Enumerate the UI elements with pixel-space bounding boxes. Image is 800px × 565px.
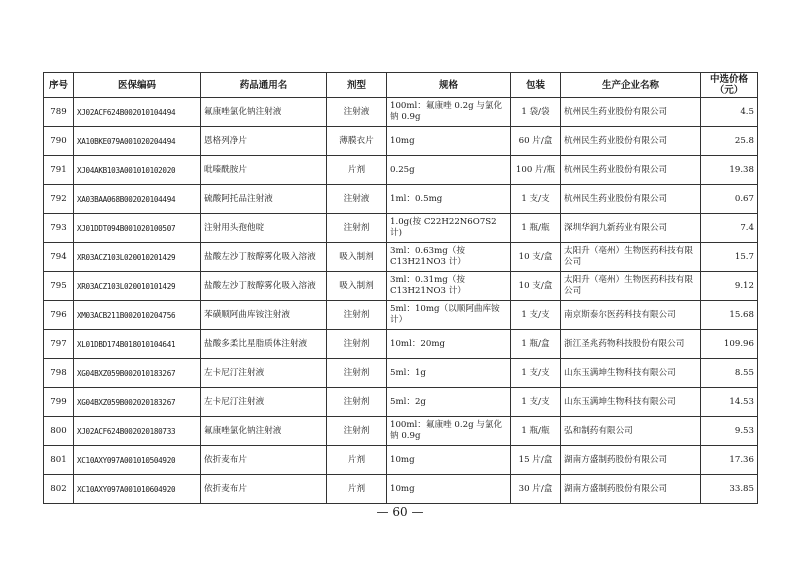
manufacturer-cell: 太阳升（亳州）生物医药科技有限公司 xyxy=(561,243,701,272)
manufacturer-cell: 浙江圣兆药物科技股份有限公司 xyxy=(561,330,701,359)
specification-cell: 5ml：1g xyxy=(387,359,511,388)
table-row xyxy=(44,98,758,127)
col-header-form: 剂型 xyxy=(327,73,387,98)
drug-name-cell: 盐酸左沙丁胺醇雾化吸入溶液 xyxy=(201,243,327,272)
row-number-cell: 801 xyxy=(44,446,74,475)
table-row xyxy=(44,272,758,301)
insurance-code-cell: XG04BXZ059B002020183267 xyxy=(74,388,201,417)
dosage-form-cell: 注射剂 xyxy=(327,301,387,330)
table-body xyxy=(44,98,758,504)
selected-price-cell: 4.5 xyxy=(701,98,758,127)
table-row xyxy=(44,359,758,388)
packaging-cell: 1 支/支 xyxy=(511,388,561,417)
drug-name-cell: 左卡尼汀注射液 xyxy=(201,359,327,388)
manufacturer-cell: 南京斯泰尔医药科技有限公司 xyxy=(561,301,701,330)
selected-price-cell: 19.38 xyxy=(701,156,758,185)
specification-cell: 10ml：20mg xyxy=(387,330,511,359)
table-row xyxy=(44,156,758,185)
specification-cell: 10mg xyxy=(387,127,511,156)
selected-price-cell: 14.53 xyxy=(701,388,758,417)
col-header-company: 生产企业名称 xyxy=(561,73,701,98)
insurance-code-cell: XJ01DDT094B001020100507 xyxy=(74,214,201,243)
dosage-form-cell: 注射剂 xyxy=(327,388,387,417)
packaging-cell: 1 袋/袋 xyxy=(511,98,561,127)
selected-price-cell: 9.53 xyxy=(701,417,758,446)
col-header-price: 中选价格（元） xyxy=(701,73,758,98)
dosage-form-cell: 注射剂 xyxy=(327,417,387,446)
manufacturer-cell: 杭州民生药业股份有限公司 xyxy=(561,185,701,214)
drug-name-cell: 盐酸多柔比星脂质体注射液 xyxy=(201,330,327,359)
specification-cell: 10mg xyxy=(387,475,511,504)
selected-price-cell: 7.4 xyxy=(701,214,758,243)
specification-cell: 5ml：10mg（以顺阿曲库铵计） xyxy=(387,301,511,330)
row-number-cell: 799 xyxy=(44,388,74,417)
specification-cell: 100ml：氟康唑 0.2g 与氯化钠 0.9g xyxy=(387,417,511,446)
dosage-form-cell: 注射剂 xyxy=(327,359,387,388)
insurance-code-cell: XJ02ACF624B002010104494 xyxy=(74,98,201,127)
dosage-form-cell: 注射剂 xyxy=(327,214,387,243)
col-header-spec: 规格 xyxy=(387,73,511,98)
row-number-cell: 794 xyxy=(44,243,74,272)
dosage-form-cell: 吸入制剂 xyxy=(327,272,387,301)
packaging-cell: 1 瓶/瓶 xyxy=(511,417,561,446)
insurance-code-cell: XL01DBD174B018010104641 xyxy=(74,330,201,359)
selected-price-cell: 17.36 xyxy=(701,446,758,475)
manufacturer-cell: 杭州民生药业股份有限公司 xyxy=(561,156,701,185)
page-number: — 60 — xyxy=(376,505,424,519)
manufacturer-cell: 湖南方盛制药股份有限公司 xyxy=(561,446,701,475)
dosage-form-cell: 片剂 xyxy=(327,156,387,185)
packaging-cell: 10 支/盒 xyxy=(511,243,561,272)
drug-name-cell: 注射用头孢他啶 xyxy=(201,214,327,243)
packaging-cell: 1 支/支 xyxy=(511,359,561,388)
col-header-name: 药品通用名 xyxy=(201,73,327,98)
row-number-cell: 796 xyxy=(44,301,74,330)
row-number-cell: 795 xyxy=(44,272,74,301)
specification-cell: 5ml：2g xyxy=(387,388,511,417)
dosage-form-cell: 注射液 xyxy=(327,185,387,214)
row-number-cell: 798 xyxy=(44,359,74,388)
selected-price-cell: 15.7 xyxy=(701,243,758,272)
specification-cell: 0.25g xyxy=(387,156,511,185)
packaging-cell: 60 片/盒 xyxy=(511,127,561,156)
table-header-row xyxy=(44,73,758,98)
selected-price-cell: 15.68 xyxy=(701,301,758,330)
selected-price-cell: 0.67 xyxy=(701,185,758,214)
packaging-cell: 1 支/支 xyxy=(511,185,561,214)
selected-price-cell: 25.8 xyxy=(701,127,758,156)
drug-name-cell: 依折麦布片 xyxy=(201,475,327,504)
insurance-code-cell: XR03ACZ103L020010201429 xyxy=(74,243,201,272)
packaging-cell: 30 片/盒 xyxy=(511,475,561,504)
packaging-cell: 10 支/盒 xyxy=(511,272,561,301)
selected-price-cell: 9.12 xyxy=(701,272,758,301)
drug-name-cell: 吡嗪酰胺片 xyxy=(201,156,327,185)
insurance-code-cell: XC10AXY097A001010604920 xyxy=(74,475,201,504)
drug-name-cell: 依折麦布片 xyxy=(201,446,327,475)
manufacturer-cell: 深圳华润九新药业有限公司 xyxy=(561,214,701,243)
dosage-form-cell: 注射剂 xyxy=(327,330,387,359)
specification-cell: 3ml：0.63mg（按 C13H21NO3 计） xyxy=(387,243,511,272)
col-header-pack: 包装 xyxy=(511,73,561,98)
table-row xyxy=(44,388,758,417)
row-number-cell: 789 xyxy=(44,98,74,127)
insurance-code-cell: XA03BAA068B002020104494 xyxy=(74,185,201,214)
specification-cell: 1.0g(按 C22H22N6O7S2 计) xyxy=(387,214,511,243)
insurance-code-cell: XM03ACB211B002010204756 xyxy=(74,301,201,330)
dosage-form-cell: 吸入制剂 xyxy=(327,243,387,272)
row-number-cell: 793 xyxy=(44,214,74,243)
insurance-code-cell: XJ02ACF624B002020180733 xyxy=(74,417,201,446)
dosage-form-cell: 薄膜衣片 xyxy=(327,127,387,156)
manufacturer-cell: 杭州民生药业股份有限公司 xyxy=(561,98,701,127)
packaging-cell: 15 片/盒 xyxy=(511,446,561,475)
selected-price-cell: 8.55 xyxy=(701,359,758,388)
insurance-code-cell: XR03ACZ103L020010101429 xyxy=(74,272,201,301)
manufacturer-cell: 湖南方盛制药股份有限公司 xyxy=(561,475,701,504)
row-number-cell: 802 xyxy=(44,475,74,504)
manufacturer-cell: 杭州民生药业股份有限公司 xyxy=(561,127,701,156)
drug-name-cell: 氟康唑氯化钠注射液 xyxy=(201,98,327,127)
manufacturer-cell: 山东玉满坤生物科技有限公司 xyxy=(561,359,701,388)
drug-name-cell: 盐酸左沙丁胺醇雾化吸入溶液 xyxy=(201,272,327,301)
row-number-cell: 790 xyxy=(44,127,74,156)
drug-name-cell: 左卡尼汀注射液 xyxy=(201,388,327,417)
specification-cell: 3ml：0.31mg（按 C13H21NO3 计） xyxy=(387,272,511,301)
table-row xyxy=(44,330,758,359)
packaging-cell: 1 支/支 xyxy=(511,301,561,330)
table-row xyxy=(44,446,758,475)
selected-price-cell: 33.85 xyxy=(701,475,758,504)
packaging-cell: 100 片/瓶 xyxy=(511,156,561,185)
row-number-cell: 800 xyxy=(44,417,74,446)
table-row xyxy=(44,475,758,504)
insurance-code-cell: XC10AXY097A001010504920 xyxy=(74,446,201,475)
packaging-cell: 1 瓶/瓶 xyxy=(511,214,561,243)
manufacturer-cell: 山东玉满坤生物科技有限公司 xyxy=(561,388,701,417)
insurance-code-cell: XJ04AKB103A001010102020 xyxy=(74,156,201,185)
table-row xyxy=(44,185,758,214)
insurance-code-cell: XA10BKE079A001020204494 xyxy=(74,127,201,156)
row-number-cell: 791 xyxy=(44,156,74,185)
manufacturer-cell: 太阳升（亳州）生物医药科技有限公司 xyxy=(561,272,701,301)
insurance-code-cell: XG04BXZ059B002010183267 xyxy=(74,359,201,388)
specification-cell: 100ml：氟康唑 0.2g 与氯化钠 0.9g xyxy=(387,98,511,127)
table-row xyxy=(44,417,758,446)
dosage-form-cell: 注射液 xyxy=(327,98,387,127)
table-row xyxy=(44,243,758,272)
table-row xyxy=(44,301,758,330)
col-header-code: 医保编码 xyxy=(74,73,201,98)
drug-price-table xyxy=(43,72,758,504)
row-number-cell: 797 xyxy=(44,330,74,359)
selected-price-cell: 109.96 xyxy=(701,330,758,359)
drug-name-cell: 恩格列净片 xyxy=(201,127,327,156)
specification-cell: 1ml：0.5mg xyxy=(387,185,511,214)
dosage-form-cell: 片剂 xyxy=(327,446,387,475)
col-header-no: 序号 xyxy=(44,73,74,98)
dosage-form-cell: 片剂 xyxy=(327,475,387,504)
specification-cell: 10mg xyxy=(387,446,511,475)
manufacturer-cell: 弘和制药有限公司 xyxy=(561,417,701,446)
table-row xyxy=(44,214,758,243)
packaging-cell: 1 瓶/盒 xyxy=(511,330,561,359)
drug-name-cell: 氟康唑氯化钠注射液 xyxy=(201,417,327,446)
drug-name-cell: 苯磺顺阿曲库铵注射液 xyxy=(201,301,327,330)
drug-name-cell: 硫酸阿托品注射液 xyxy=(201,185,327,214)
row-number-cell: 792 xyxy=(44,185,74,214)
table-row xyxy=(44,127,758,156)
